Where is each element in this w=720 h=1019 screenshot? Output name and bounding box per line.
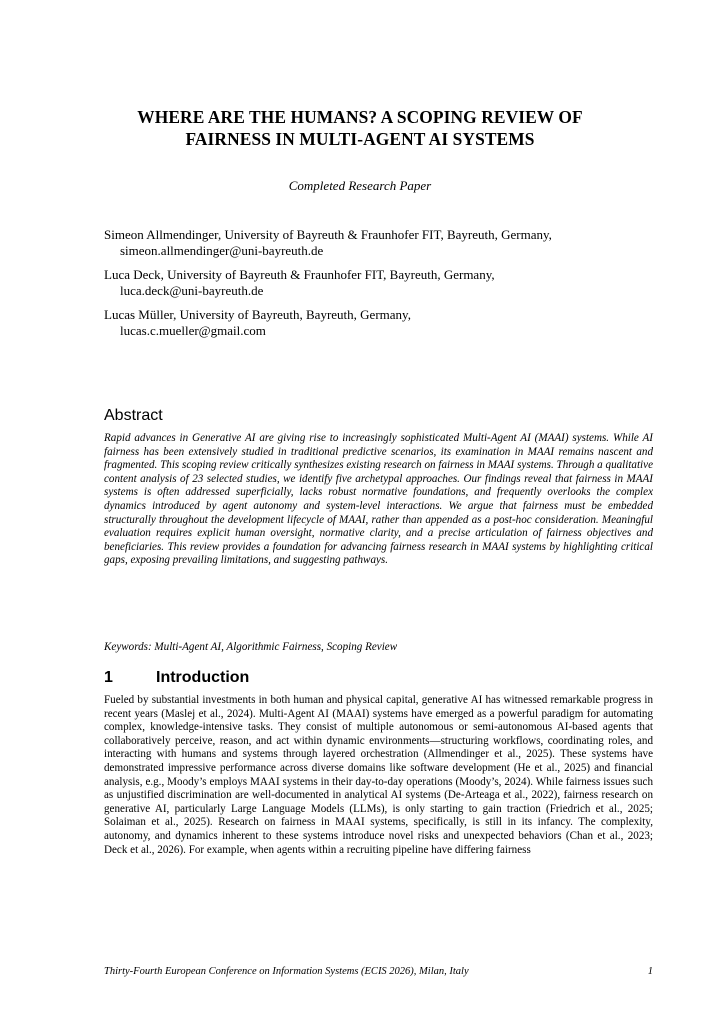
paper-title	[0, 106, 720, 150]
author-affiliation: Lucas Müller, University of Bayreuth, Bayreuth, Germany,	[104, 307, 411, 322]
section-title: Introduction	[156, 669, 250, 686]
conference-name: Thirty-Fourth European Conference on Information Systems (ECIS 2026), Milan, Italy	[104, 966, 469, 977]
author-email: simeon.allmendinger@uni-bayreuth.de	[120, 243, 324, 258]
abstract-text: Rapid advances in Generative AI are giving rise to increasingly sophisticated Multi-Agent AI (MAAI) systems. While AI fairness has been extensively studied in traditional predictive scenarios, its examination in MAAI remains nascent and fragmented. This scoping review critically synthesizes existing research on fairness in MAAI systems. Through a qualitative content analysis of 23 selected studies, we identify five archetypal approaches. Our findings reveal that fairness in MAAI systems is often addressed superficially, lacks robust normative foundations, and frequently overlooks the complex dynamics introduced by agent autonomy and system-level interactions. We argue that fairness must be embedded structurally throughout the development lifecycle of MAAI, rather than appended as a post-hoc consideration. Meaningful evaluation requires explicit human oversight, normative clarity, and a precise articulation of fairness objectives and beneficiaries. This review provides a foundation for advancing fairness research in MAAI systems by highlighting critical gaps, exposing prevailing limitations, and suggesting pathways.	[104, 432, 653, 567]
introduction-heading	[104, 668, 249, 688]
paper-type: Completed Research Paper	[288, 178, 432, 193]
author-list	[104, 227, 664, 347]
abstract-heading: Abstract	[104, 407, 163, 424]
page-footer	[104, 965, 653, 978]
author-affiliation: Simeon Allmendinger, University of Bayreuth & Fraunhofer FIT, Bayreuth, Germany,	[104, 227, 552, 242]
title-line-1: WHERE ARE THE HUMANS? A SCOPING REVIEW OF	[137, 107, 583, 127]
author-entry	[104, 267, 664, 299]
author-entry	[104, 227, 664, 259]
title-line-2: FAIRNESS IN MULTI-AGENT AI SYSTEMS	[185, 129, 535, 149]
section-number: 1	[104, 669, 113, 686]
author-affiliation: Luca Deck, University of Bayreuth & Fraunhofer FIT, Bayreuth, Germany,	[104, 267, 495, 282]
introduction-text: Fueled by substantial investments in both human and physical capital, generative AI has witnessed remarkable progress in recent years (Maslej et al., 2024). Multi-Agent AI (MAAI) systems have emerged as a powerful paradigm for automating complex, knowledge-intensive tasks. They consist of multiple autonomous or semi-autonomous AI-based agents that collaboratively perceive, reason, and act within dynamic environments—structuring workflows, coordinating roles, and interacting with humans and systems through layered orchestration (Allmendinger et al., 2025). These systems have demonstrated impressive performance across diverse domains like software development (He et al., 2025) and financial analysis, e.g., Moody’s employs MAAI systems in their day-to-day operations (Moody’s, 2024). While fairness issues such as unjustified discrimination are well-documented in analytical AI systems (De-Arteaga et al., 2022), fairness research on generative AI, particularly Large Language Models (LLMs), is only starting to gain traction (Friedrich et al., 2025; Solaiman et al., 2025). Research on fairness in MAAI systems, specifically, is still in its infancy. The complexity, autonomy, and dynamics inherent to these systems introduce novel risks and unexpected behaviors (Chan et al., 2023; Deck et al., 2026). For example, when agents within a recruiting pipeline have differing fairness	[104, 694, 653, 856]
author-email: lucas.c.mueller@gmail.com	[120, 323, 266, 338]
page-number: 1	[647, 966, 653, 977]
author-entry	[104, 307, 664, 339]
author-email: luca.deck@uni-bayreuth.de	[120, 283, 264, 298]
keywords: Keywords: Multi-Agent AI, Algorithmic Fairness, Scoping Review	[104, 641, 398, 653]
